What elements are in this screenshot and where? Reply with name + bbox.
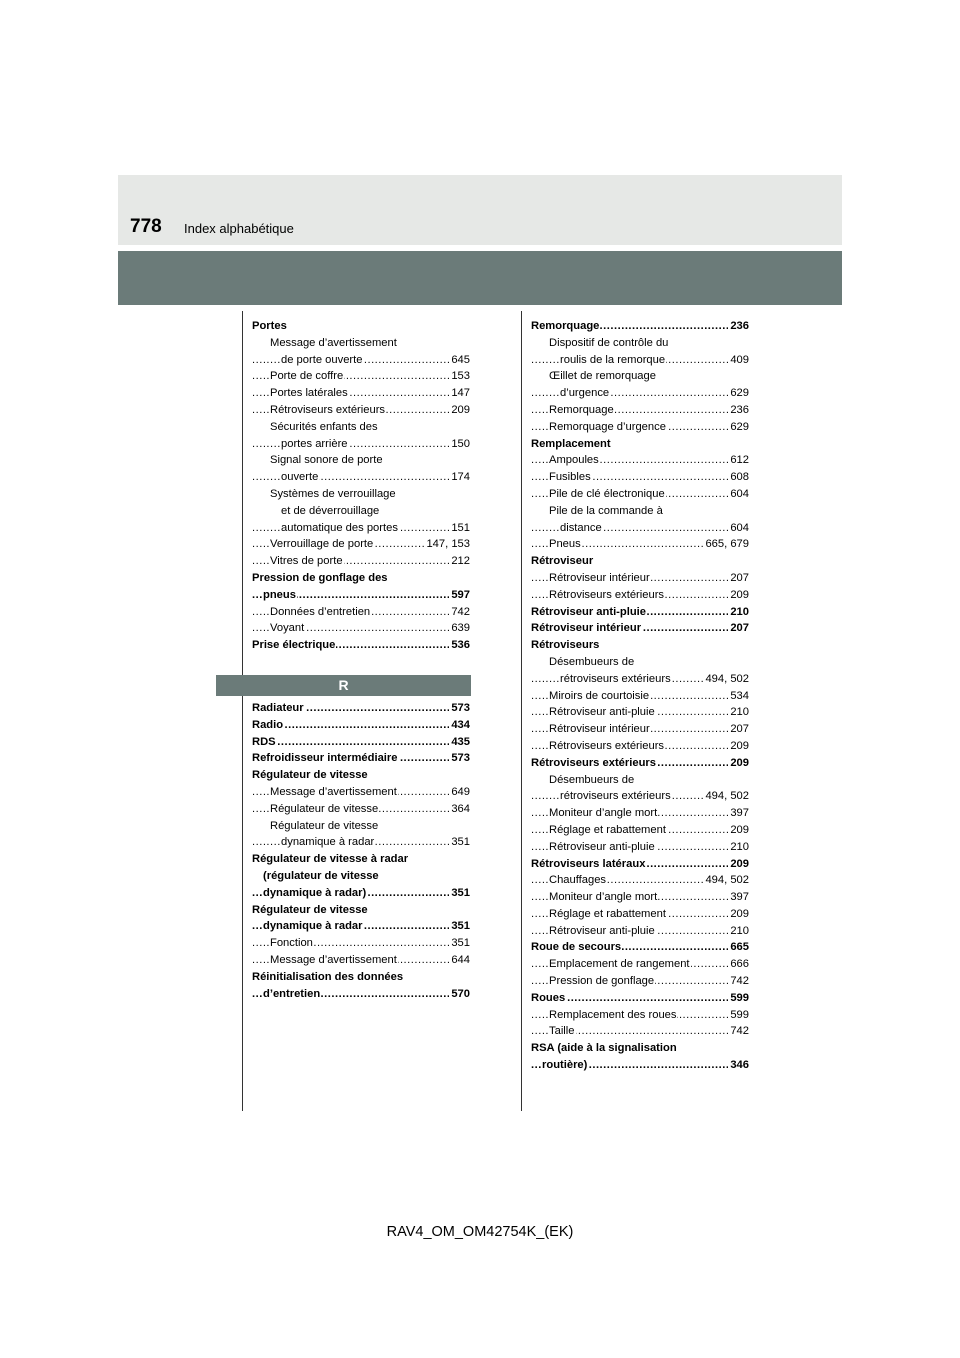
entry-page: 209 bbox=[728, 906, 749, 923]
index-entry bbox=[252, 700, 470, 717]
index-entry bbox=[531, 1040, 749, 1057]
index-entry bbox=[252, 469, 470, 486]
index-entry bbox=[531, 536, 749, 553]
letter-header-r: R bbox=[216, 675, 471, 696]
entry-term: Rétroviseur intérieur bbox=[531, 622, 642, 635]
entry-page: 597 bbox=[449, 587, 470, 604]
index-entry bbox=[252, 801, 470, 818]
index-entry bbox=[531, 553, 749, 570]
entry-page: 210 bbox=[728, 704, 749, 721]
entry-term: Rétroviseur anti-pluie bbox=[549, 924, 655, 937]
index-entry bbox=[531, 604, 749, 621]
index-entry bbox=[531, 721, 749, 738]
index-entry bbox=[531, 704, 749, 721]
entry-term: Désembueurs de bbox=[549, 773, 635, 786]
index-entry bbox=[531, 772, 749, 789]
entry-term: Pression de gonflage bbox=[549, 975, 655, 988]
entry-page: 397 bbox=[728, 889, 749, 906]
entry-page: 351 bbox=[449, 935, 470, 952]
index-column-left-r bbox=[252, 700, 470, 1002]
entry-term: Chauffages bbox=[549, 874, 607, 887]
entry-term: Rétroviseurs extérieurs bbox=[549, 739, 665, 752]
entry-page: 599 bbox=[728, 1007, 749, 1024]
index-entry bbox=[531, 419, 749, 436]
entry-term: Vitres de porte bbox=[270, 555, 343, 568]
entry-page: 573 bbox=[449, 700, 470, 717]
index-entry bbox=[531, 671, 749, 688]
entry-page: 351 bbox=[449, 834, 470, 851]
entry-page: 209 bbox=[728, 738, 749, 755]
entry-page: 209 bbox=[728, 856, 749, 873]
entry-term: Remplacement bbox=[531, 437, 611, 450]
entry-term: Rétroviseurs latéraux bbox=[531, 857, 646, 870]
entry-term: Pile de la commande à bbox=[549, 504, 663, 517]
entry-term: Rétroviseur anti-pluie bbox=[549, 840, 655, 853]
entry-page: 604 bbox=[728, 520, 749, 537]
entry-page: 151 bbox=[449, 520, 470, 537]
index-entry bbox=[531, 805, 749, 822]
entry-term: Pression de gonflage des bbox=[252, 571, 388, 584]
entry-page: 210 bbox=[728, 839, 749, 856]
entry-page: 644 bbox=[449, 952, 470, 969]
entry-term: et de déverrouillage bbox=[281, 504, 380, 517]
entry-page: 599 bbox=[728, 990, 749, 1007]
index-column-right bbox=[531, 318, 749, 1074]
entry-page: 665 bbox=[728, 939, 749, 956]
index-entry bbox=[252, 536, 470, 553]
entry-term: Remorquage bbox=[549, 403, 614, 416]
index-entry bbox=[252, 868, 470, 885]
entry-term: Message d’avertissement bbox=[270, 953, 397, 966]
index-entry bbox=[531, 788, 749, 805]
entry-page: 236 bbox=[728, 318, 749, 335]
index-entry bbox=[252, 851, 470, 868]
entry-term: Voyant bbox=[270, 622, 305, 635]
index-entry bbox=[252, 402, 470, 419]
entry-term: Pile de clé électronique bbox=[549, 487, 665, 500]
index-entry bbox=[531, 587, 749, 604]
index-entry bbox=[252, 352, 470, 369]
index-entry bbox=[252, 935, 470, 952]
page-number: 778 bbox=[130, 216, 162, 237]
index-entry bbox=[252, 637, 470, 654]
entry-term: Régulateur de vitesse bbox=[270, 819, 379, 832]
index-entry bbox=[531, 385, 749, 402]
index-entry bbox=[531, 856, 749, 873]
index-entry bbox=[531, 436, 749, 453]
index-entry bbox=[531, 939, 749, 956]
entry-term: Régulateur de vitesse bbox=[252, 769, 368, 782]
entry-page: 494, 502 bbox=[703, 788, 749, 805]
entry-term: Emplacement de rangement bbox=[549, 958, 690, 971]
entry-term: Rétroviseur intérieur bbox=[549, 723, 650, 736]
entry-term: routière) bbox=[542, 1059, 588, 1072]
entry-term: Roues bbox=[531, 991, 566, 1004]
entry-term: RDS bbox=[252, 735, 276, 748]
index-entry bbox=[531, 503, 749, 520]
entry-page: 210 bbox=[728, 923, 749, 940]
entry-term: automatique des portes bbox=[281, 521, 398, 534]
right-column-rule bbox=[521, 311, 522, 1111]
entry-page: 212 bbox=[449, 553, 470, 570]
index-entry bbox=[531, 570, 749, 587]
entry-page: 629 bbox=[728, 385, 749, 402]
index-entry bbox=[252, 503, 470, 520]
entry-term: Œillet de remorquage bbox=[549, 370, 656, 383]
index-entry bbox=[252, 553, 470, 570]
entry-term: rétroviseurs extérieurs bbox=[560, 790, 671, 803]
index-entry bbox=[531, 688, 749, 705]
entry-page: 409 bbox=[728, 352, 749, 369]
entry-term: Message d’avertissement bbox=[270, 336, 397, 349]
entry-term: Verrouillage de porte bbox=[270, 538, 374, 551]
index-entry bbox=[531, 872, 749, 889]
index-entry bbox=[252, 436, 470, 453]
entry-page: 364 bbox=[449, 801, 470, 818]
entry-term: Réinitialisation des données bbox=[252, 970, 404, 983]
index-entry bbox=[252, 604, 470, 621]
document-footer: RAV4_OM_OM42754K_(EK) bbox=[386, 1224, 574, 1240]
entry-page: 645 bbox=[449, 352, 470, 369]
entry-page: 665, 679 bbox=[703, 536, 749, 553]
index-entry bbox=[531, 1057, 749, 1074]
index-entry bbox=[531, 520, 749, 537]
entry-page: 494, 502 bbox=[703, 671, 749, 688]
entry-term: Radiateur bbox=[252, 702, 304, 714]
entry-page: 209 bbox=[449, 402, 470, 419]
entry-term: Remorquage bbox=[531, 320, 600, 332]
index-entry bbox=[531, 755, 749, 772]
index-entry bbox=[252, 419, 470, 436]
entry-term: Rétroviseur anti-pluie bbox=[549, 706, 655, 719]
entry-term: Ampoules bbox=[549, 454, 599, 467]
index-entry bbox=[531, 654, 749, 671]
entry-term: Rétroviseur intérieur bbox=[549, 571, 650, 584]
entry-page: 494, 502 bbox=[703, 872, 749, 889]
index-entry bbox=[531, 839, 749, 856]
index-entry bbox=[252, 520, 470, 537]
left-column-rule bbox=[242, 311, 243, 1111]
entry-term: Portes bbox=[252, 320, 287, 332]
index-entry bbox=[531, 1007, 749, 1024]
entry-page: 604 bbox=[728, 486, 749, 503]
index-entry bbox=[252, 620, 470, 637]
index-entry bbox=[252, 717, 470, 734]
index-entry bbox=[531, 990, 749, 1007]
entry-page: 534 bbox=[728, 688, 749, 705]
entry-term: Désembueurs de bbox=[549, 655, 635, 668]
entry-term: Réglage et rabattement bbox=[549, 907, 666, 920]
entry-term: (régulateur de vitesse bbox=[263, 869, 379, 882]
entry-term: rétroviseurs extérieurs bbox=[560, 672, 671, 685]
entry-page: 536 bbox=[449, 637, 470, 654]
entry-term: Réglage et rabattement bbox=[549, 823, 666, 836]
header-bar bbox=[118, 251, 842, 305]
entry-page: 207 bbox=[728, 570, 749, 587]
entry-page: 612 bbox=[728, 452, 749, 469]
entry-term: portes arrière bbox=[281, 437, 348, 450]
index-entry bbox=[252, 385, 470, 402]
entry-term: Moniteur d’angle mort bbox=[549, 807, 658, 820]
entry-page: 209 bbox=[728, 822, 749, 839]
index-entry bbox=[531, 822, 749, 839]
entry-page: 351 bbox=[449, 918, 470, 935]
entry-term: dynamique à radar bbox=[263, 920, 363, 933]
index-entry bbox=[531, 738, 749, 755]
entry-term: Miroirs de courtoisie bbox=[549, 689, 650, 702]
index-entry bbox=[252, 784, 470, 801]
index-entry bbox=[252, 570, 470, 587]
entry-term: Rétroviseur bbox=[531, 555, 594, 568]
index-entry bbox=[252, 834, 470, 851]
entry-page: 174 bbox=[449, 469, 470, 486]
entry-page: 346 bbox=[728, 1057, 749, 1074]
entry-page: 629 bbox=[728, 419, 749, 436]
index-entry bbox=[531, 402, 749, 419]
index-entry bbox=[531, 335, 749, 352]
entry-page: 397 bbox=[728, 805, 749, 822]
entry-page: 153 bbox=[449, 368, 470, 385]
entry-page: 236 bbox=[728, 402, 749, 419]
index-entry bbox=[531, 889, 749, 906]
index-entry bbox=[252, 902, 470, 919]
entry-term: distance bbox=[560, 521, 602, 534]
entry-term: Porte de coffre bbox=[270, 370, 344, 383]
entry-page: 608 bbox=[728, 469, 749, 486]
index-entry bbox=[252, 969, 470, 986]
entry-page: 742 bbox=[449, 604, 470, 621]
entry-term: RSA (aide à la signalisation bbox=[531, 1042, 677, 1055]
entry-page: 150 bbox=[449, 436, 470, 453]
index-entry bbox=[531, 973, 749, 990]
entry-page: 573 bbox=[449, 750, 470, 767]
index-entry bbox=[252, 486, 470, 503]
entry-term: Prise électrique bbox=[252, 639, 336, 652]
index-entry bbox=[531, 923, 749, 940]
entry-term: Radio bbox=[252, 718, 284, 731]
entry-page: 435 bbox=[449, 734, 470, 751]
entry-page: 434 bbox=[449, 717, 470, 734]
entry-term: Données d’entretien bbox=[270, 605, 371, 618]
section-title: Index alphabétique bbox=[184, 221, 294, 236]
entry-term: Régulateur de vitesse à radar bbox=[252, 853, 409, 866]
index-entry bbox=[531, 486, 749, 503]
entry-term: Sécurités enfants des bbox=[270, 420, 378, 433]
index-entry bbox=[531, 469, 749, 486]
entry-term: Taille bbox=[549, 1025, 575, 1038]
entry-term: d’urgence bbox=[560, 387, 610, 400]
entry-term: Rétroviseurs extérieurs bbox=[549, 588, 665, 601]
index-entry bbox=[531, 956, 749, 973]
index-entry bbox=[252, 885, 470, 902]
entry-term: Message d’avertissement bbox=[270, 785, 397, 798]
entry-term: Régulateur de vitesse bbox=[270, 802, 379, 815]
index-entry bbox=[252, 952, 470, 969]
index-entry bbox=[531, 352, 749, 369]
entry-term: Pneus bbox=[549, 538, 581, 551]
entry-term: dynamique à radar bbox=[281, 836, 375, 849]
entry-page: 209 bbox=[728, 587, 749, 604]
entry-term: Fusibles bbox=[549, 471, 591, 484]
entry-term: Fonction bbox=[270, 937, 313, 950]
entry-term: Dispositif de contrôle du bbox=[549, 336, 669, 349]
index-entry bbox=[252, 750, 470, 767]
entry-term: Moniteur d’angle mort bbox=[549, 891, 658, 904]
entry-term: Régulateur de vitesse bbox=[252, 903, 368, 916]
index-entry bbox=[531, 368, 749, 385]
index-entry bbox=[252, 318, 470, 335]
entry-term: dynamique à radar) bbox=[263, 886, 367, 899]
entry-page: 570 bbox=[449, 986, 470, 1003]
entry-page: 209 bbox=[728, 755, 749, 772]
entry-page: 742 bbox=[728, 973, 749, 990]
index-entry bbox=[531, 1023, 749, 1040]
entry-term: Rétroviseur anti-pluie bbox=[531, 605, 647, 618]
entry-page: 351 bbox=[449, 885, 470, 902]
entry-term: Signal sonore de porte bbox=[270, 454, 383, 467]
entry-term: ouverte bbox=[281, 471, 319, 484]
entry-term: Refroidisseur intermédiaire bbox=[252, 752, 398, 765]
index-entry bbox=[252, 368, 470, 385]
index-entry bbox=[252, 918, 470, 935]
index-entry bbox=[531, 452, 749, 469]
entry-page: 649 bbox=[449, 784, 470, 801]
entry-term: Systèmes de verrouillage bbox=[270, 487, 396, 500]
index-entry bbox=[252, 767, 470, 784]
entry-page: 639 bbox=[449, 620, 470, 637]
index-entry bbox=[252, 734, 470, 751]
index-column-left-p bbox=[252, 318, 470, 654]
index-entry bbox=[531, 620, 749, 637]
entry-term: d’entretien bbox=[263, 987, 321, 1000]
entry-term: Rétroviseurs extérieurs bbox=[531, 756, 656, 769]
entry-term: roulis de la remorque bbox=[560, 353, 666, 366]
entry-term: Rétroviseurs extérieurs bbox=[270, 403, 386, 416]
index-entry bbox=[531, 318, 749, 335]
entry-page: 147, 153 bbox=[424, 536, 470, 553]
entry-page: 742 bbox=[728, 1023, 749, 1040]
entry-term: Roue de secours bbox=[531, 941, 622, 954]
entry-page: 210 bbox=[728, 604, 749, 621]
index-entry bbox=[531, 637, 749, 654]
entry-term: Portes latérales bbox=[270, 387, 348, 400]
entry-term: de porte ouverte bbox=[281, 353, 363, 366]
entry-term: Remorquage d’urgence bbox=[549, 420, 666, 433]
index-entry bbox=[531, 906, 749, 923]
index-entry bbox=[252, 587, 470, 604]
index-entry bbox=[252, 818, 470, 835]
index-entry bbox=[252, 986, 470, 1003]
entry-page: 207 bbox=[728, 620, 749, 637]
entry-term: Remplacement des roues bbox=[549, 1008, 677, 1021]
index-entry bbox=[252, 452, 470, 469]
entry-page: 207 bbox=[728, 721, 749, 738]
entry-term: Rétroviseurs bbox=[531, 639, 600, 652]
entry-page: 666 bbox=[728, 956, 749, 973]
entry-term: pneus bbox=[263, 588, 296, 601]
entry-page: 147 bbox=[449, 385, 470, 402]
index-entry bbox=[252, 335, 470, 352]
